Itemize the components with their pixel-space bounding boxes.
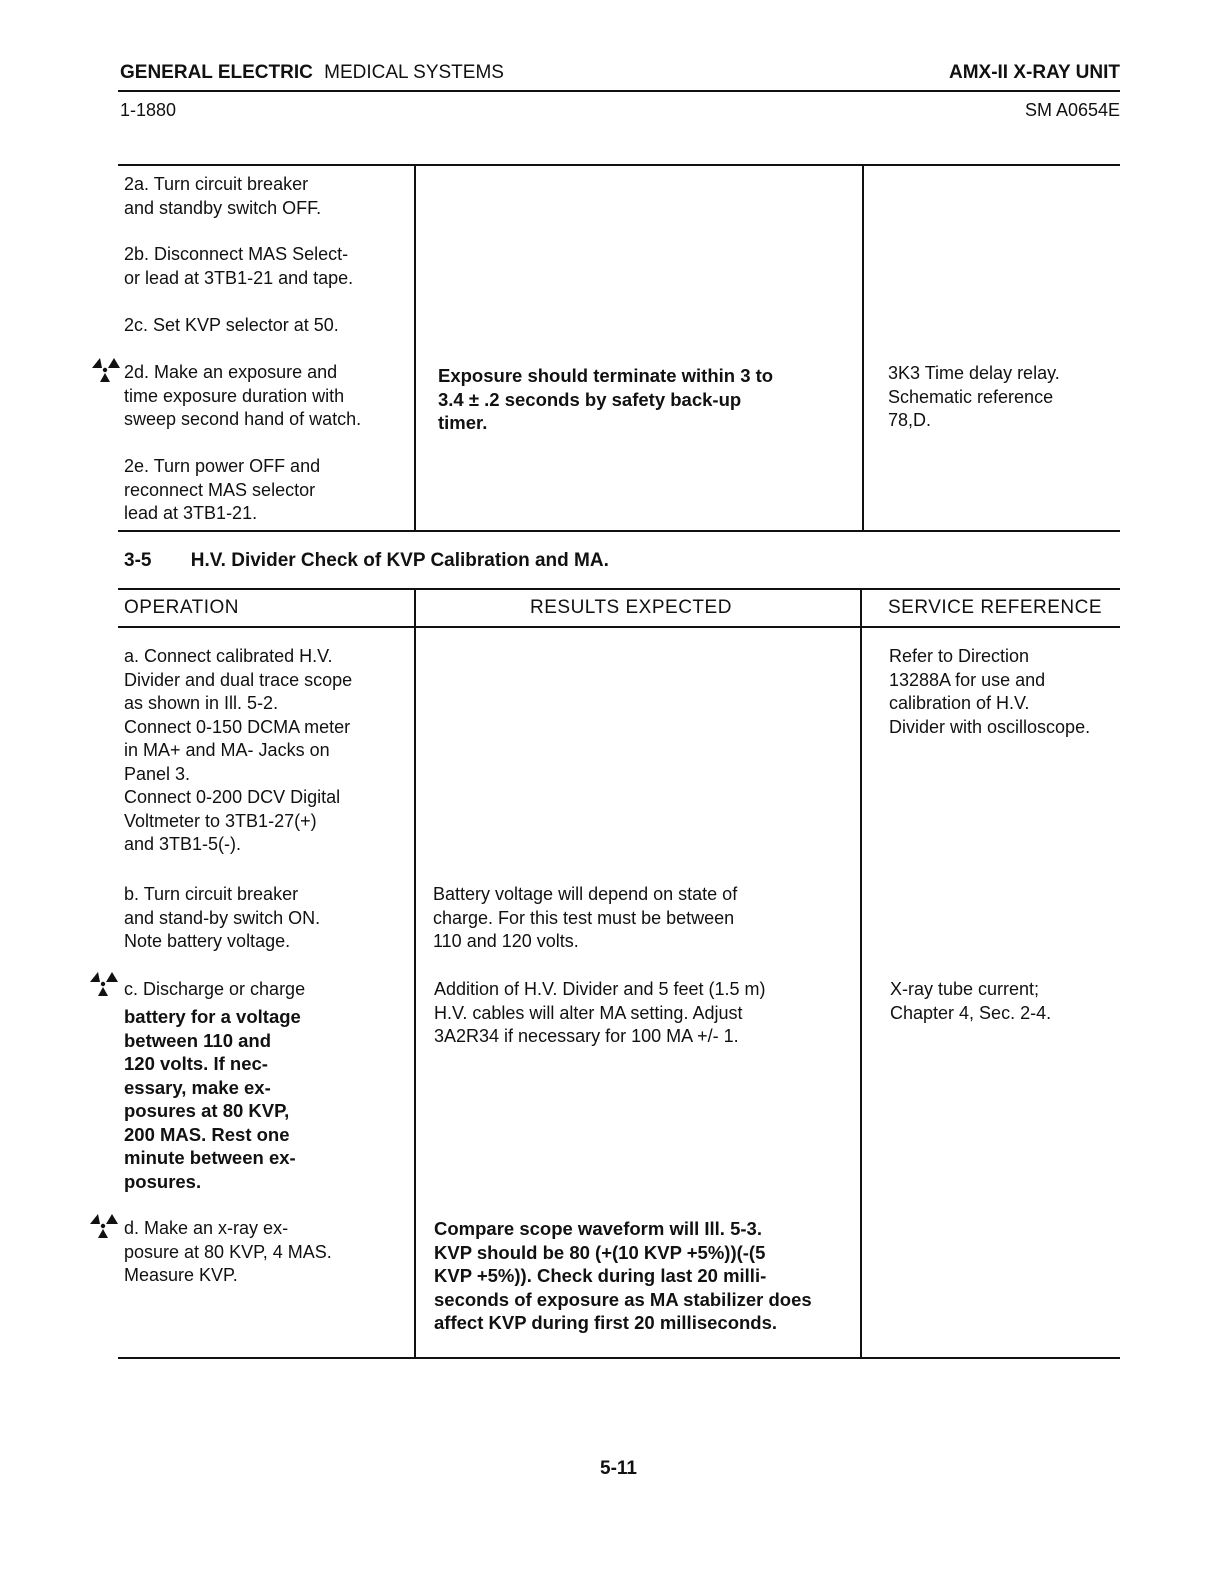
- reference-cell: 3K3 Time delay relay. Schematic reference 78,D.: [888, 363, 1060, 430]
- section-number: 3-5: [124, 550, 152, 571]
- page-number: 5-11: [600, 1458, 637, 1479]
- manual-reference: SM A0654E: [1024, 100, 1120, 120]
- table-row: 2e. Turn power OFF and reconnect MAS selector lead at 3TB1-21.: [124, 456, 321, 523]
- column-header-reference: SERVICE REFERENCE: [888, 597, 1103, 618]
- reference-cell: Refer to Direction 13288A for use and calibration of H.V. Divider with oscilloscope.: [889, 646, 1091, 737]
- table1-bottom-rule: [118, 530, 1120, 532]
- radiation-warning-icon: [86, 1212, 122, 1242]
- table2-divider-2: [860, 589, 862, 1358]
- result-cell: Addition of H.V. Divider and 5 feet (1.5 m) H.V. cables will alter MA setting. Adjust 3A2R34 if necessary for 100 MA +/- 1.: [434, 979, 766, 1046]
- table-row: b. Turn circuit breaker and stand-by switch ON. Note battery voltage.: [124, 884, 321, 951]
- table2-header-rule: [118, 626, 1120, 628]
- reference-cell: X-ray tube current; Chapter 4, Sec. 2-4.: [890, 979, 1052, 1023]
- table-row: a. Connect calibrated H.V. Divider and dual trace scope as shown in Ill. 5-2. Connect 0-150 DCMA meter in MA+ and MA- Jacks on Panel 3. Connect 0-200 DCV Digital Voltmeter to 3TB1-27(+) and 3TB1-5(-).: [124, 646, 353, 854]
- table-row: 2c. Set KVP selector at 50.: [124, 315, 339, 335]
- header-company-line: [120, 62, 504, 84]
- table-row: 2b. Disconnect MAS Select- or lead at 3TB1-21 and tape.: [124, 244, 354, 288]
- column-header-operation: OPERATION: [124, 597, 239, 618]
- company-name: GENERAL ELECTRIC: [120, 62, 313, 83]
- table-row: c. Discharge or charge: [124, 979, 306, 999]
- column-header-results: RESULTS EXPECTED: [530, 597, 732, 618]
- doc-number: 1-1880: [120, 100, 177, 120]
- result-cell: Battery voltage will depend on state of charge. For this test must be between 110 and 120 volts.: [433, 884, 738, 951]
- table1-divider-1: [414, 165, 416, 531]
- section-heading: [124, 550, 609, 572]
- table2-bottom-rule: [118, 1357, 1120, 1359]
- division-name: MEDICAL SYSTEMS: [324, 62, 504, 83]
- table2-top-rule: [118, 588, 1120, 590]
- table-row: 2d. Make an exposure and time exposure duration with sweep second hand of watch.: [124, 362, 362, 429]
- section-title: H.V. Divider Check of KVP Calibration and MA.: [190, 550, 609, 571]
- table1-divider-2: [862, 165, 864, 531]
- result-cell: Compare scope waveform will Ill. 5-3. KVP should be 80 (+(10 KVP +5%))(-(5 KVP +5%)). Check during last 20 milli- seconds of exposure as MA stabilizer does affect KVP during first 20 milliseconds.: [434, 1218, 812, 1333]
- table-row: d. Make an x-ray ex- posure at 80 KVP, 4 MAS. Measure KVP.: [124, 1218, 332, 1285]
- radiation-warning-icon: [88, 356, 124, 386]
- table2-divider-1: [414, 589, 416, 1358]
- header-rule: [118, 90, 1120, 92]
- product-name: AMX-II X-RAY UNIT: [948, 62, 1120, 83]
- table-row: 2a. Turn circuit breaker and standby switch OFF.: [124, 174, 322, 218]
- radiation-warning-icon: [86, 970, 122, 1000]
- table-row-continuation: battery for a voltage between 110 and 120 volts. If nec- essary, make ex- posures at 80 KVP, 200 MAS. Rest one minute between ex- posures.: [124, 1006, 301, 1192]
- table1-top-rule: [118, 164, 1120, 166]
- result-cell: Exposure should terminate within 3 to 3.4 ± .2 seconds by safety back-up timer.: [438, 365, 774, 433]
